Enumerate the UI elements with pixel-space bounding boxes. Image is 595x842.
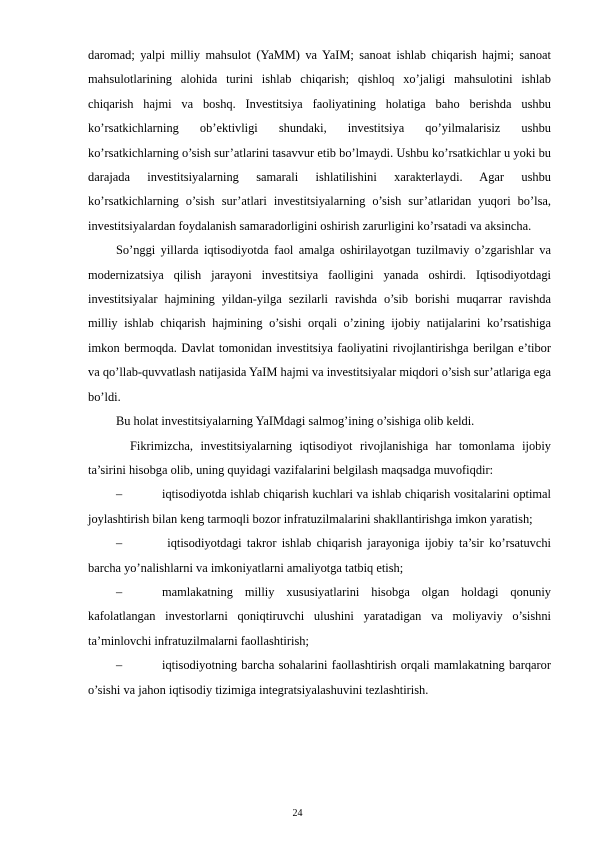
list-item <box>88 482 551 531</box>
list-item <box>88 580 551 653</box>
list-dash: – <box>116 536 123 551</box>
list-item-text: iqtisodiyotdagi takror ishlab chiqarish jarayoniga ijobiy ta’sir ko’rsatuvchi barcha yo’nalishlarni va imkoniyatlarni amaliyotga tatbiq etish; <box>88 536 551 575</box>
list-item <box>88 653 551 702</box>
list-item-text: iqtisodiyotning barcha sohalarini faollashtirish orqali mamlakatning barqaror o’sishi va jahon iqtisodiy tizimiga integratsiyalashuvini tezlashtirish. <box>88 658 551 697</box>
list-dash: – <box>116 487 123 502</box>
list-item-text: iqtisodiyotda ishlab chiqarish kuchlari va ishlab chiqarish vositalarini optimal joylashtirish bilan keng tarmoqli bozor infratuzilmalarini shakllantirishga imkon yaratish; <box>88 487 551 526</box>
list-item <box>88 531 551 580</box>
paragraph-2: So’nggi yillarda iqtisodiyotda faol amalga oshirilayotgan tuzilmaviy o’zgarishlar va modernizatsiya qilish jarayoni investitsiya faolligini yanada oshirdi. Iqtisodiyotdagi investitsiyalar hajmining yildan-yilga sezilarli ravishda o’sib borishi muqarrar ravishda milliy ishlab chiqarish hajmining o’sishi orqali o’zining ijobiy natijalarini ko’rsatishiga imkon bermoqda. Davlat tomonidan investitsiya faoliyatini rivojlantirishga berilgan e’tibor va qo’llab-quvvatlash natijasida YaIM hajmi va investitsiyalar miqdori o’sish sur’atlariga ega bo’ldi. <box>88 243 551 404</box>
page-body <box>88 43 551 702</box>
paragraph-4: Fikrimizcha, investitsiyalarning iqtisodiyot rivojlanishiga har tomonlama ijobiy ta’sirini hisobga olib, uning quyidagi vazifalarini belgilash maqsadga muvofiqdir: <box>88 438 551 477</box>
list-item-text: mamlakatning milliy xususiyatlarini hisobga olgan holdagi qonuniy kafolatlangan investorlarni qoniqtiruvchi ulushini yaratadigan va moliyaviy o’sishni ta’minlovchi infratuzilmalarni faollashtirish; <box>88 584 551 648</box>
list-dash: – <box>116 658 123 673</box>
paragraph-1: daromad; yalpi milliy mahsulot (YaMM) va YaIM; sanoat ishlab chiqarish hajmi; sanoat mahsulotlarining alohida turini ishlab chiqarish; qishloq xo’jaligi mahsulotini ishlab chiqarish hajmi va boshq. Investitsiya faoliyatining holatiga baho berishda ushbu ko’rsatkichlarning ob’ektivligi shundaki, investitsiya qo’yilmalarisiz ushbu ko’rsatkichlarning o’sish sur’atlarini tasavvur etib bo’lmaydi. Ushbu ko’rsatkichlar u yoki bu darajada investitsiyalarning samarali ishlatilishini xarakterlaydi. Agar ushbu ko’rsatkichlarning o’sish sur’atlari investitsiyalarning o’sish sur’atlaridan yuqori bo’lsa, investitsiyalardan foydalanish samaradorligini oshirish zarurligini ko’rsatadi va aksincha. <box>88 48 551 233</box>
paragraph-3: Bu holat investitsiyalarning YaIMdagi salmog’ining o’sishiga olib keldi. <box>116 414 475 429</box>
page-number: 24 <box>292 808 303 819</box>
list-dash: – <box>116 584 123 599</box>
